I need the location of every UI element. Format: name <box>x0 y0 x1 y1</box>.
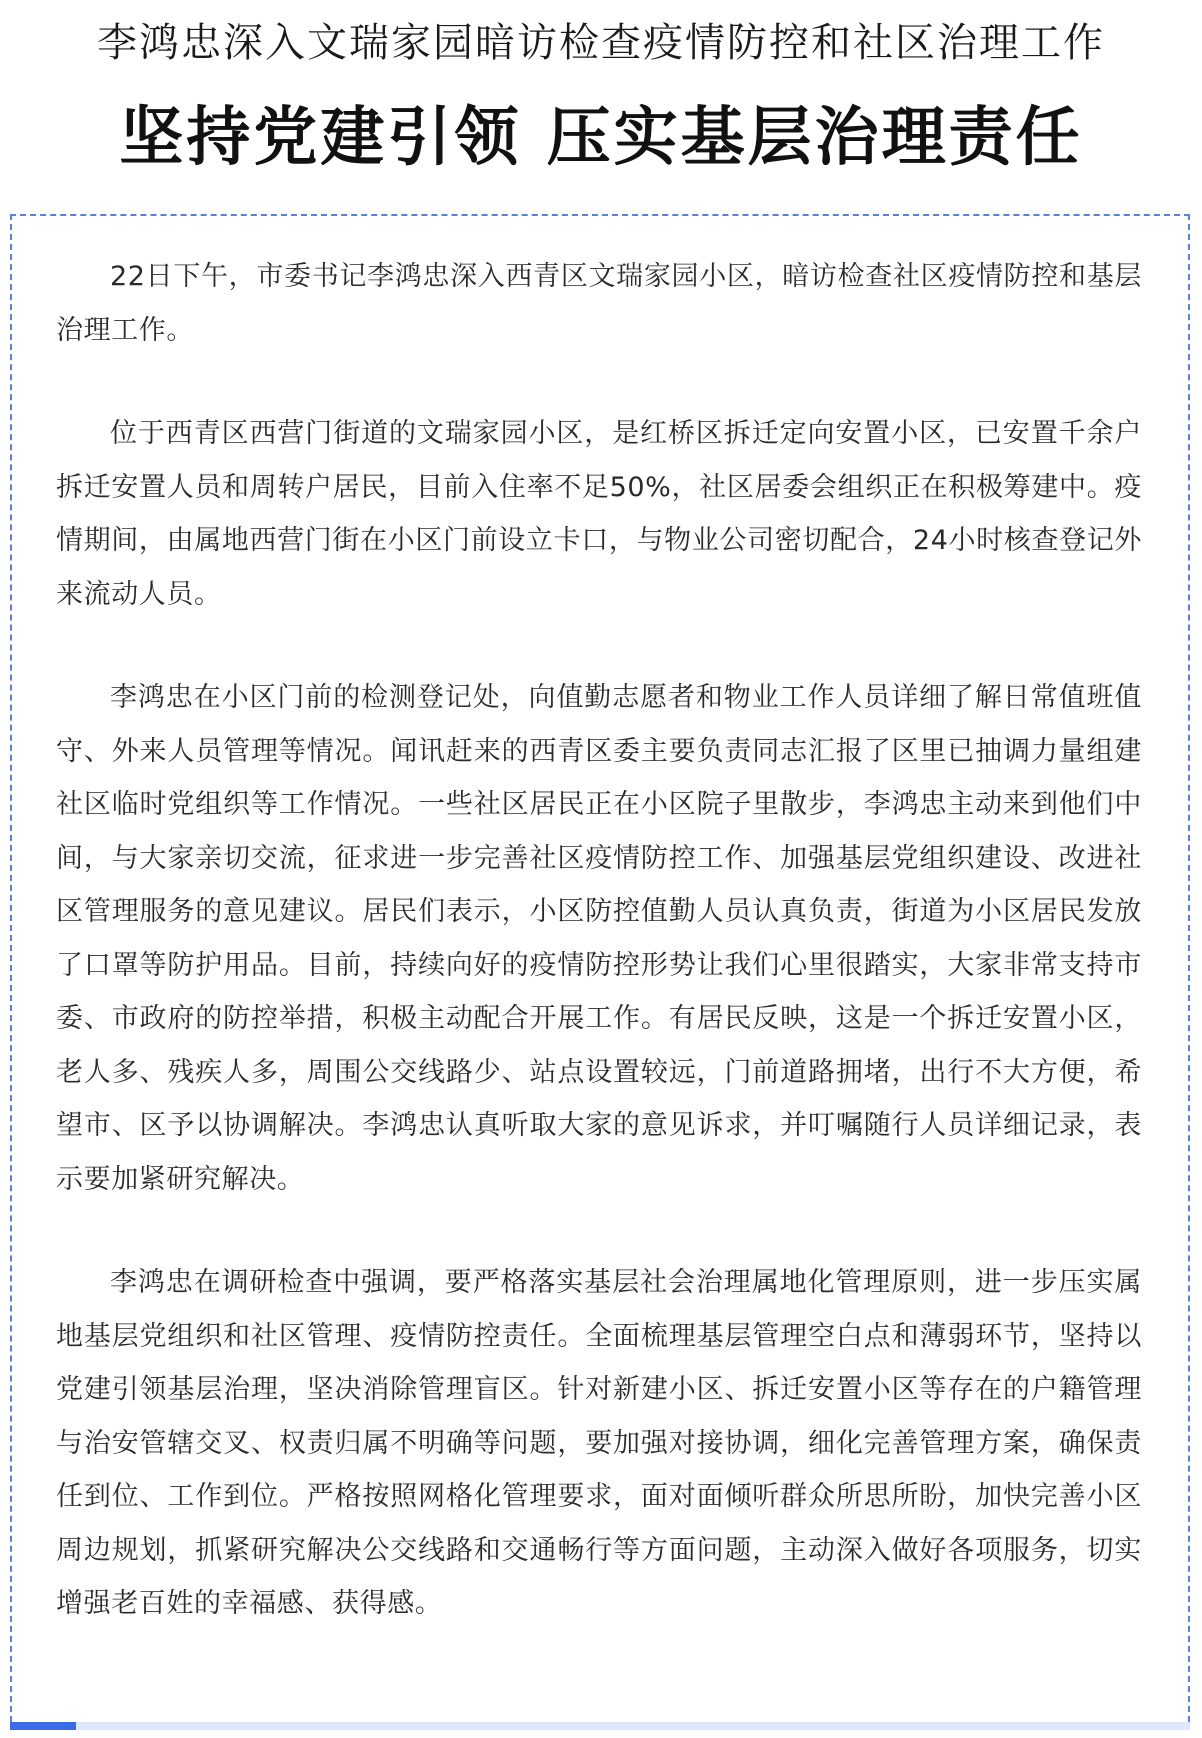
article-paragraph-4: 李鸿忠在调研检查中强调，要严格落实基层社会治理属地化管理原则，进一步压实属地基层党组织和社区管理、疫情防控责任。全面梳理基层管理空白点和薄弱环节，坚持以党建引领基层治理，坚决消除管理盲区。针对新建小区、拆迁安置小区等存在的户籍管理与治安管辖交叉、权责归属不明确等问题，要加强对接协调，细化完善管理方案，确保责任到位、工作到位。严格按照网格化管理要求，面对面倾听群众所思所盼，加快完善小区周边规划，抓紧研究解决公交线路和交通畅行等方面问题，主动深入做好各项服务，切实增强老百姓的幸福感、获得感。 <box>56 1267 1142 1619</box>
reading-progress-bar <box>10 1722 1190 1730</box>
article-paragraph-1: 22日下午，市委书记李鸿忠深入西青区文瑞家园小区，暗访检查社区疫情防控和基层治理工作。 <box>56 261 1142 346</box>
article-body[interactable] <box>10 214 1190 1722</box>
article-header <box>0 0 1202 200</box>
article-subtitle: 李鸿忠深入文瑞家园暗访检查疫情防控和社区治理工作 <box>97 20 1105 66</box>
article-title: 坚持党建引领 压实基层治理责任 <box>119 101 1083 175</box>
article-paragraph-2: 位于西青区西营门街道的文瑞家园小区，是红桥区拆迁定向安置小区，已安置千余户拆迁安置人员和周转户居民，目前入住率不足50%，社区居委会组织正在积极筹建中。疫情期间，由属地西营门街在小区门前设立卡口，与物业公司密切配合，24小时核查登记外来流动人员。 <box>56 418 1142 610</box>
article-paragraph-3: 李鸿忠在小区门前的检测登记处，向值勤志愿者和物业工作人员详细了解日常值班值守、外来人员管理等情况。闻讯赶来的西青区委主要负责同志汇报了区里已抽调力量组建社区临时党组织等工作情况。一些社区居民正在小区院子里散步，李鸿忠主动来到他们中间，与大家亲切交流，征求进一步完善社区疫情防控工作、加强基层党组织建设、改进社区管理服务的意见建议。居民们表示，小区防控值勤人员认真负责，街道为小区居民发放了口罩等防护用品。目前，持续向好的疫情防控形势让我们心里很踏实，大家非常支持市委、市政府的防控举措，积极主动配合开展工作。有居民反映，这是一个拆迁安置小区，老人多、残疾人多，周围公交线路少、站点设置较远，门前道路拥堵，出行不大方便，希望市、区予以协调解决。李鸿忠认真听取大家的意见诉求，并叮嘱随行人员详细记录，表示要加紧研究解决。 <box>56 682 1142 1195</box>
reading-progress-fill <box>10 1722 76 1730</box>
